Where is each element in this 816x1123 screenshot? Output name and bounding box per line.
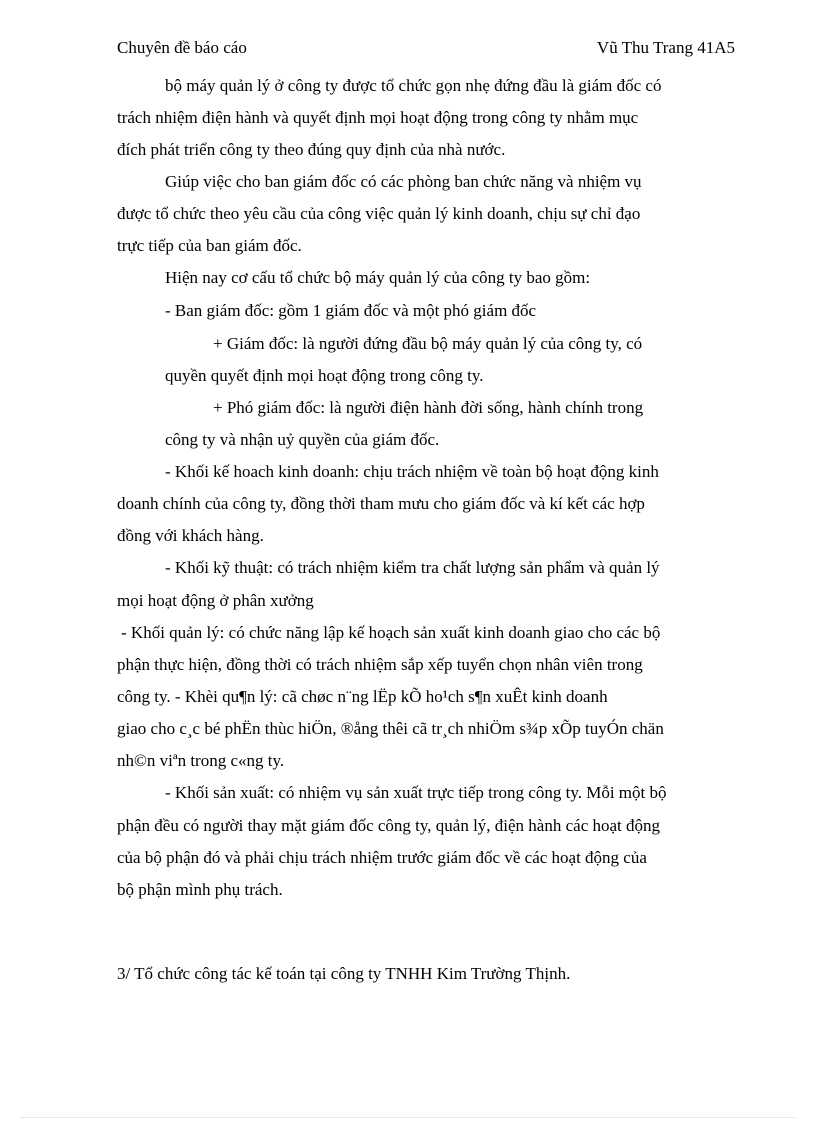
body-line: Giúp việc cho ban giám đốc có các phòng ban chức năng và nhiệm vụ	[165, 172, 642, 191]
body-line: - Khối sản xuất: có nhiệm vụ sản xuất trực tiếp trong công ty. Mỗi một bộ	[165, 783, 667, 802]
body-line: phận đều có người thay mặt giám đốc công ty, quản lý, điện hành các hoạt động	[117, 816, 661, 835]
body-line: đồng với khách hàng.	[117, 526, 264, 545]
body-line: bộ phận mình phụ trách.	[117, 880, 283, 899]
body-line: + Phó giám đốc: là người điện hành đời sống, hành chính trong	[213, 398, 644, 417]
body-line: công ty. - Khèi qu¶n lý: cã chøc n¨ng lËp kÕ ho¹ch s¶n xuÊt kinh doanh	[117, 687, 608, 706]
body-line: phận thực hiện, đồng thời có trách nhiệm sắp xếp tuyển chọn nhân viên trong	[117, 655, 643, 674]
body-line: doanh chính của công ty, đồng thời tham mưu cho giám đốc và kí kết các hợp	[117, 494, 645, 513]
body-line: đích phát triển công ty theo đúng quy định của nhà nước.	[117, 140, 506, 159]
body-line: giao cho c¸c bé phËn thùc hiÖn, ®ång thêi cã tr¸ch nhiÖm s¾p xÕp tuyÓn chän	[117, 719, 664, 738]
body-line: Hiện nay cơ cấu tổ chức bộ máy quản lý của công ty bao gồm:	[165, 268, 591, 287]
header-left: Chuyên đề báo cáo	[117, 38, 247, 57]
body-line: quyền quyết định mọi hoạt động trong công ty.	[165, 366, 484, 385]
body-line: trách nhiệm điện hành và quyết định mọi hoạt động trong công ty nhằm mục	[117, 108, 639, 127]
body-line: - Khối kế hoach kinh doanh: chịu trách nhiệm về toàn bộ hoạt động kinh	[165, 462, 659, 481]
page-bottom-rule	[20, 1117, 796, 1118]
body-line: trực tiếp của ban giám đốc.	[117, 236, 302, 255]
body-line: nh©n viªn trong c«ng ty.	[117, 751, 285, 770]
section-heading: 3/ Tổ chức công tác kế toán tại công ty TNHH Kim Trường Thịnh.	[117, 964, 571, 983]
body-line: được tổ chức theo yêu cầu của công việc quản lý kinh doanh, chịu sự chỉ đạo	[117, 204, 641, 223]
header-right: Vũ Thu Trang 41A5	[596, 38, 735, 57]
body-line: của bộ phận đó và phải chịu trách nhiệm trước giám đốc về các hoạt động của	[117, 848, 647, 867]
body-line: - Khối kỹ thuật: có trách nhiệm kiểm tra chất lượng sản phẩm và quản lý	[165, 558, 660, 577]
body-line: công ty và nhận uỷ quyền của giám đốc.	[165, 430, 440, 449]
body-line: bộ máy quản lý ở công ty được tổ chức gọn nhẹ đứng đầu là giám đốc có	[165, 76, 662, 95]
body-line: - Ban giám đốc: gồm 1 giám đốc và một phó giám đốc	[165, 301, 537, 320]
body-line: - Khối quản lý: có chức năng lập kế hoạch sản xuất kinh doanh giao cho các bộ	[121, 623, 661, 642]
body-line: mọi hoạt động ở phân xưởng	[117, 591, 314, 610]
body-line: + Giám đốc: là người đứng đầu bộ máy quản lý của công ty, có	[213, 334, 643, 353]
